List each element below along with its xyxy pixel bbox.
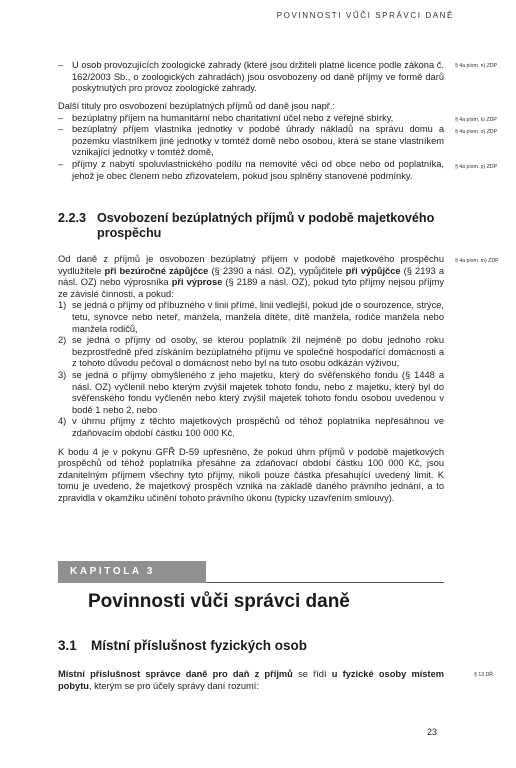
condition-text: se jedná o příjmy od osoby, se kterou poplatník žil nejméně po dobu jednoho roku bezprostředně před získáním bezúplatného příjmu ve společně hospodařící domácnosti a z tohoto důvodu pečoval o domácnost nebo byl na tuto osobu odkázán výživou, xyxy=(72,335,444,369)
chapter-label-bar xyxy=(58,561,206,583)
chapter-divider xyxy=(206,582,444,583)
condition-number: 4) xyxy=(58,416,67,427)
intro-text: (§ 2193 a násl. OZ) nebo výprosníka xyxy=(58,265,444,288)
chapter-label: KAPITOLA 3 xyxy=(70,566,155,577)
page-number: 23 xyxy=(427,727,438,737)
section-intro-paragraph xyxy=(58,254,444,300)
condition-number: 3) xyxy=(58,369,67,380)
section-title: Osvobození bezúplatných příjmů v podobě majetkového prospěchu xyxy=(97,211,435,240)
intro-text: (§ 2189 a násl. OZ), pokud tyto příjmy nejsou příjmy ze závislé činnosti, a pokud: xyxy=(58,277,444,299)
bold-term: u fyzické osoby místem pobytu xyxy=(58,669,444,691)
bold-term: Místní příslušnost správce daně pro daň z příjmů xyxy=(58,669,293,679)
zoo-exemption-item xyxy=(58,60,444,95)
running-header: POVINNOSTI VŮČI SPRÁVCI DANĚ xyxy=(276,11,454,20)
dash-marker: – xyxy=(58,60,64,70)
section-heading-2-2-3 xyxy=(58,211,448,241)
dash-marker: – xyxy=(58,112,64,123)
intro-text: Od daně z příjmů je osvobozen bezúplatný příjem v podobě majetkového prospěchu vydlužitele xyxy=(58,254,444,276)
other-titles-block xyxy=(58,101,444,182)
condition-item xyxy=(58,370,444,416)
condition-number: 2) xyxy=(58,335,67,346)
section-3-1-body xyxy=(58,669,444,692)
other-title-text: bezúplatný příjem vlastníka jednotky v podobě úhrady nákladů na správu domu a pozemku vlastníkem jiné jednotky v tomtéž domě nebo osobou, která se stane vlastníkem vznikající jednotky v tomtéž domě, xyxy=(72,124,444,158)
other-title-item xyxy=(58,113,444,125)
intro-text: (§ 2390 a násl. OZ), vypůjčitele xyxy=(208,265,346,276)
intro-bold-term: při výpůjčce xyxy=(345,265,401,276)
margin-reference: § 13 DŘ xyxy=(474,672,494,678)
closing-paragraph: K bodu 4 je v pokynu GFŘ D-59 upřesněno, že pokud úhrn příjmů v podobě majetkových prospěchů od téhož poplatníka přesáhne za zdaňovací období částku 100 000 Kč, jsou zdanitelným příjmem všechny tyto příjmy, nikoli pouze částka přesahující uvedený limit. K tomu je uvedeno, že majetkový prospěch vzniká na základě daného právního jednání, a to zpravidla v okamžiku učinění tohoto právního úkonu (typicky uzavřením smlouvy). xyxy=(58,446,444,503)
condition-item xyxy=(58,416,444,439)
intro-bold-term: při výprose xyxy=(171,277,223,288)
other-title-item xyxy=(58,159,444,182)
section-number: 3.1 xyxy=(58,638,77,653)
plain-text: se řídí xyxy=(292,669,332,679)
condition-text: se jedná o příjmy od příbuzného v linii přímé, linii vedlejší, pokud jde o sourozence, strýce, tetu, synovce nebo neteř, manžela, manžela dítěte, dítě manžela, rodiče manžela nebo manžela rodičů, xyxy=(72,300,444,334)
condition-number: 1) xyxy=(58,300,67,311)
condition-text: v úhrnu příjmy z těchto majetkových prospěchů od téhož poplatníka nepřesáhnou ve zdaňovacím období částku 100 000 Kč. xyxy=(72,416,444,438)
margin-reference: § 4a písm. n) ZDP xyxy=(455,63,498,69)
other-titles-intro: Další tituly pro osvobození bezúplatných příjmů od daně jsou např.: xyxy=(58,101,336,111)
dash-marker: – xyxy=(58,124,64,135)
section-3-1-paragraph xyxy=(58,669,444,692)
other-title-text: příjmy z nabytí spoluvlastnického podílu na nemovité věci od obce nebo od poplatníka, jehož je obec členem nebo zřizovatelem, pokud jsou splněny stanovené podmínky. xyxy=(72,158,444,181)
condition-item xyxy=(58,335,444,370)
section-title: Místní příslušnost fyzických osob xyxy=(91,638,308,653)
chapter-title: Povinnosti vůči správci daně xyxy=(88,591,350,612)
margin-reference: § 4a písm. k) ZDP xyxy=(455,117,497,123)
other-title-text: bezúplatný příjem na humanitární nebo charitativní účel nebo z veřejné sbírky, xyxy=(72,112,394,123)
dash-marker: – xyxy=(58,158,64,169)
margin-reference: § 4a písm. p) ZDP xyxy=(455,164,498,170)
condition-item xyxy=(58,300,444,335)
plain-text: , kterým se pro účely správy daní rozumí: xyxy=(88,680,259,691)
zoo-exemption-text: U osob provozujících zoologické zahrady (které jsou držiteli platné licence podle zákona č. 162/2003 Sb., o zoologických zahradách) jsou osvobozeny od daně příjmy ve formě darů poskytnutých pro provoz zoologické zahrady. xyxy=(72,60,444,94)
condition-text: se jedná o příjmy obmyšleného z jeho majetku, který do svěřenského fondu (§ 1448 a násl. OZ) vyčlenil nebo kterým zvýšil majetek tohoto fondu, nebo z majetku, který byl do svěřenského fondu vyčleněn nebo který zvýšil majetek tohoto fondu osobou uvedenou v bodě 1 nebo 2, nebo xyxy=(72,369,444,415)
section-2-2-3-body xyxy=(58,254,444,504)
margin-reference: § 4a písm. o) ZDP xyxy=(455,129,498,135)
other-title-item xyxy=(58,124,444,159)
margin-reference: § 4a písm. m) ZDP xyxy=(455,258,499,264)
section-heading-3-1 xyxy=(58,638,448,653)
section-number: 2.2.3 xyxy=(58,211,87,225)
intro-bold-term: při bezúročné zápůjčce xyxy=(104,265,209,276)
